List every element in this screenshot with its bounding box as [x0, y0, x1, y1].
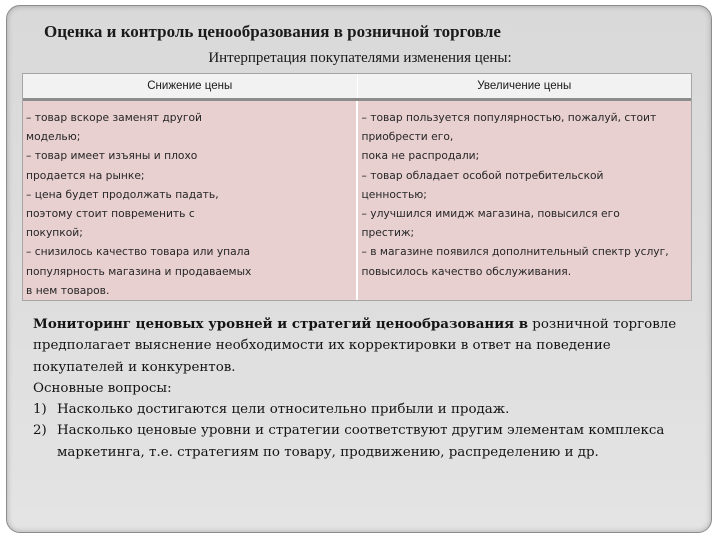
questions-label: Основные вопросы: [33, 380, 172, 396]
question-item [33, 399, 693, 420]
cell-price-decrease: – товар вскоре заменят другой моделью; – товар имеет изъяны и плохо продается на рынке; – цена будет продолжать падать, поэтому стоит повременить с покупкой; – снизилось качество товара или упала популярность магазина и продаваемых в нем товаров. [23, 101, 358, 300]
cell-price-increase: – товар пользуется популярностью, пожалуй, стоит приобрести его, пока не распродали; – товар обладает особой потребительской ценностью; – улучшился имидж магазина, повысился его престиж; – в магазине появился дополнительный спектр услуг, повысилось качество обслуживания. [361, 111, 669, 278]
table-row [23, 101, 691, 300]
header-price-decrease: Снижение цены [23, 74, 358, 98]
table-caption: Интерпретация покупателями изменения цены: [208, 50, 512, 66]
monitoring-text [33, 314, 693, 463]
question-item [33, 420, 693, 463]
lead-bold-text: Мониторинг ценовых уровней и стратегий ценообразования в [33, 316, 529, 332]
header-price-increase: Увеличение цены [477, 80, 572, 92]
question-text: Насколько достигаются цели относительно прибыли и продаж. [57, 402, 510, 418]
table-header-row [23, 74, 691, 101]
slide-title: Оценка и контроль ценообразования в розничной торговле [44, 22, 501, 41]
question-number: 2) [33, 423, 47, 439]
price-interpretation-table [22, 73, 692, 301]
lead-rest-text: розничной торговле предполагает выяснение необходимости их корректировки в ответ на поведение покупателей и конкурентов. [33, 317, 677, 375]
question-text: Насколько ценовые уровни и стратегии соответствуют другим элементам комплекса маркетинга, т.е. стратегиям по товару, продвижению, распределению и др. [57, 423, 665, 460]
question-number: 1) [33, 402, 47, 418]
